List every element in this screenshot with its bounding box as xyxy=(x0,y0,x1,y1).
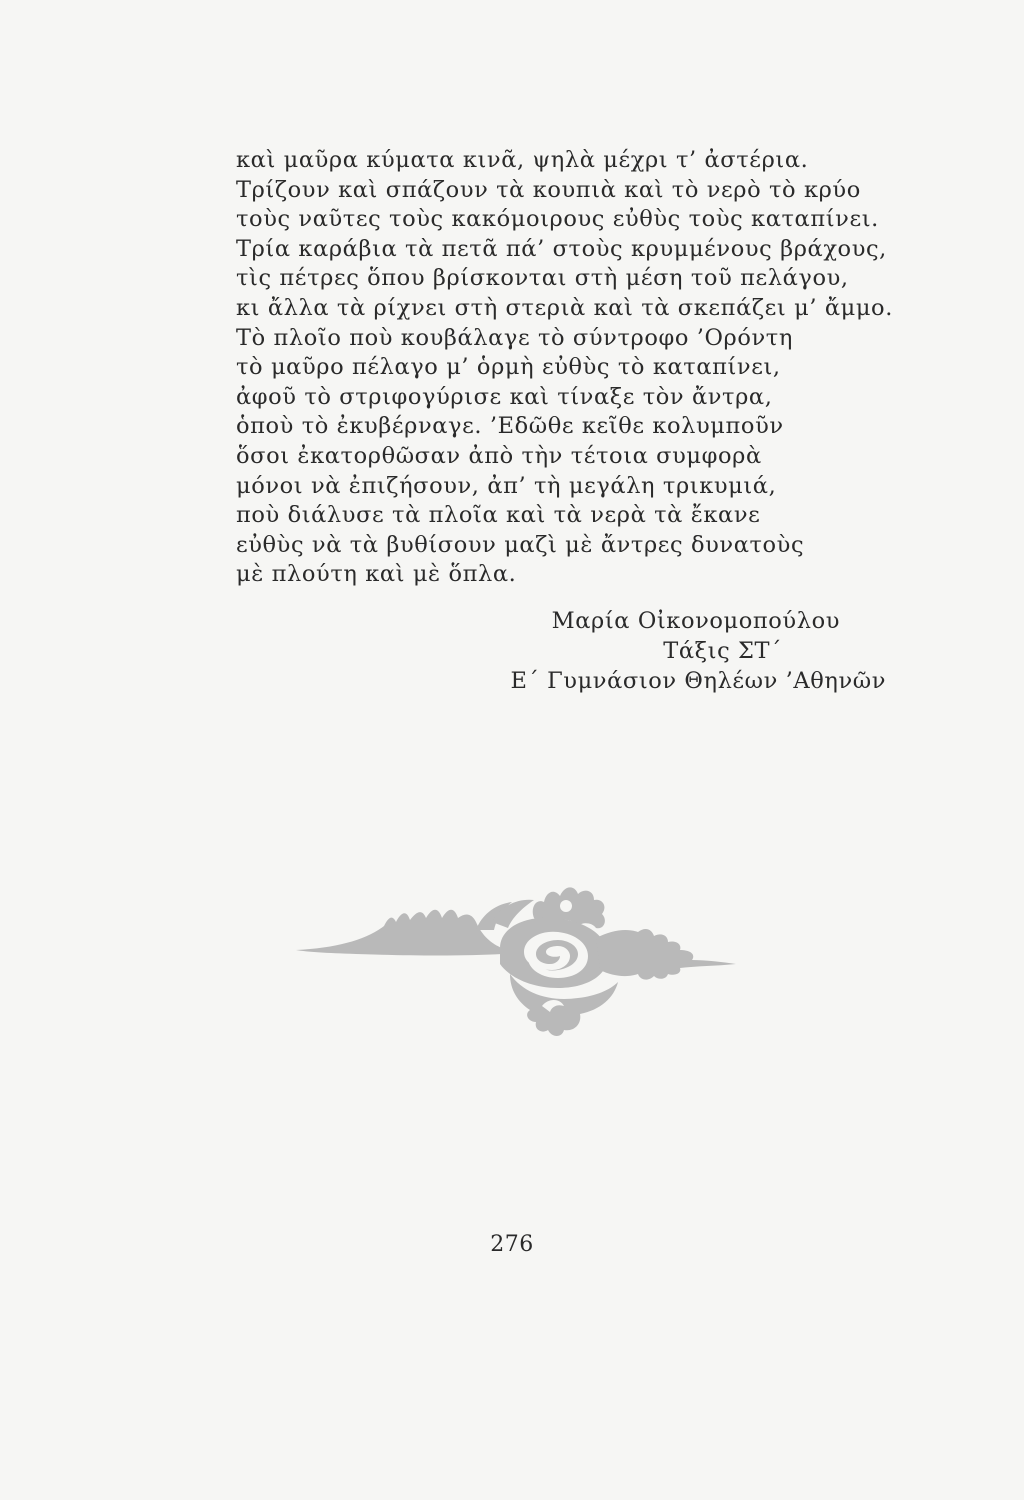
signature-block xyxy=(510,606,886,696)
poem-line: ὁποὺ τὸ ἐκυβέρναγε. ’Εδῶθε κεῖθε κολυμποῦν xyxy=(236,413,784,440)
poem-line: μὲ πλούτη καὶ μὲ ὅπλα. xyxy=(236,561,517,588)
poem-line: ἀφοῦ τὸ στριφογύρισε καὶ τίναξε τὸν ἄντρα, xyxy=(236,383,773,410)
poem-line: ποὺ διάλυσε τὰ πλοῖα καὶ τὰ νερὰ τὰ ἔκανε xyxy=(236,502,761,529)
poem-line: τὸ μαῦρο πέλαγο μ’ ὁρμὴ εὐθὺς τὸ καταπίνει, xyxy=(236,354,781,381)
poem-line: κι ἄλλα τὰ ρίχνει στὴ στεριὰ καὶ τὰ σκεπάζει μ’ ἄμμο. xyxy=(236,294,893,321)
poem-line: Τὸ πλοῖο ποὺ κουβάλαγε τὸ σύντροφο ’Ορόντη xyxy=(236,324,793,351)
poem-line: τοὺς ναῦτες τοὺς κακόμοιρους εὐθὺς τοὺς καταπίνει. xyxy=(236,206,879,233)
poem-text xyxy=(236,146,893,590)
page-number: 276 xyxy=(490,1232,534,1257)
poem-line: τὶς πέτρες ὅπου βρίσκονται στὴ μέση τοῦ πελάγου, xyxy=(236,265,849,292)
school-name: Ε΄ Γυμνάσιον Θηλέων ’Αθηνῶν xyxy=(510,668,886,694)
author-name: Μαρία Οἰκονομοπούλου xyxy=(551,608,840,634)
poem-line: Τρία καράβια τὰ πετᾶ πά’ στοὺς κρυμμένους βράχους, xyxy=(236,235,887,262)
seashell-wave-ornament-icon xyxy=(296,878,736,1038)
poem-line: καὶ μαῦρα κύματα κινᾶ, ψηλὰ μέχρι τ’ ἀστέρια. xyxy=(236,147,809,173)
poem-line: εὐθὺς νὰ τὰ βυθίσουν μαζὶ μὲ ἄντρες δυνατοὺς xyxy=(236,531,805,558)
class-label: Τάξις ΣΤ΄ xyxy=(663,638,782,664)
poem-line: ὅσοι ἐκατορθῶσαν ἀπὸ τὴν τέτοια συμφορὰ xyxy=(236,442,762,469)
poem-line: Τρίζουν καὶ σπάζουν τὰ κουπιὰ καὶ τὸ νερὸ τὸ κρύο xyxy=(236,176,861,203)
poem-line: μόνοι νὰ ἐπιζήσουν, ἀπ’ τὴ μεγάλη τρικυμιά, xyxy=(236,472,777,499)
